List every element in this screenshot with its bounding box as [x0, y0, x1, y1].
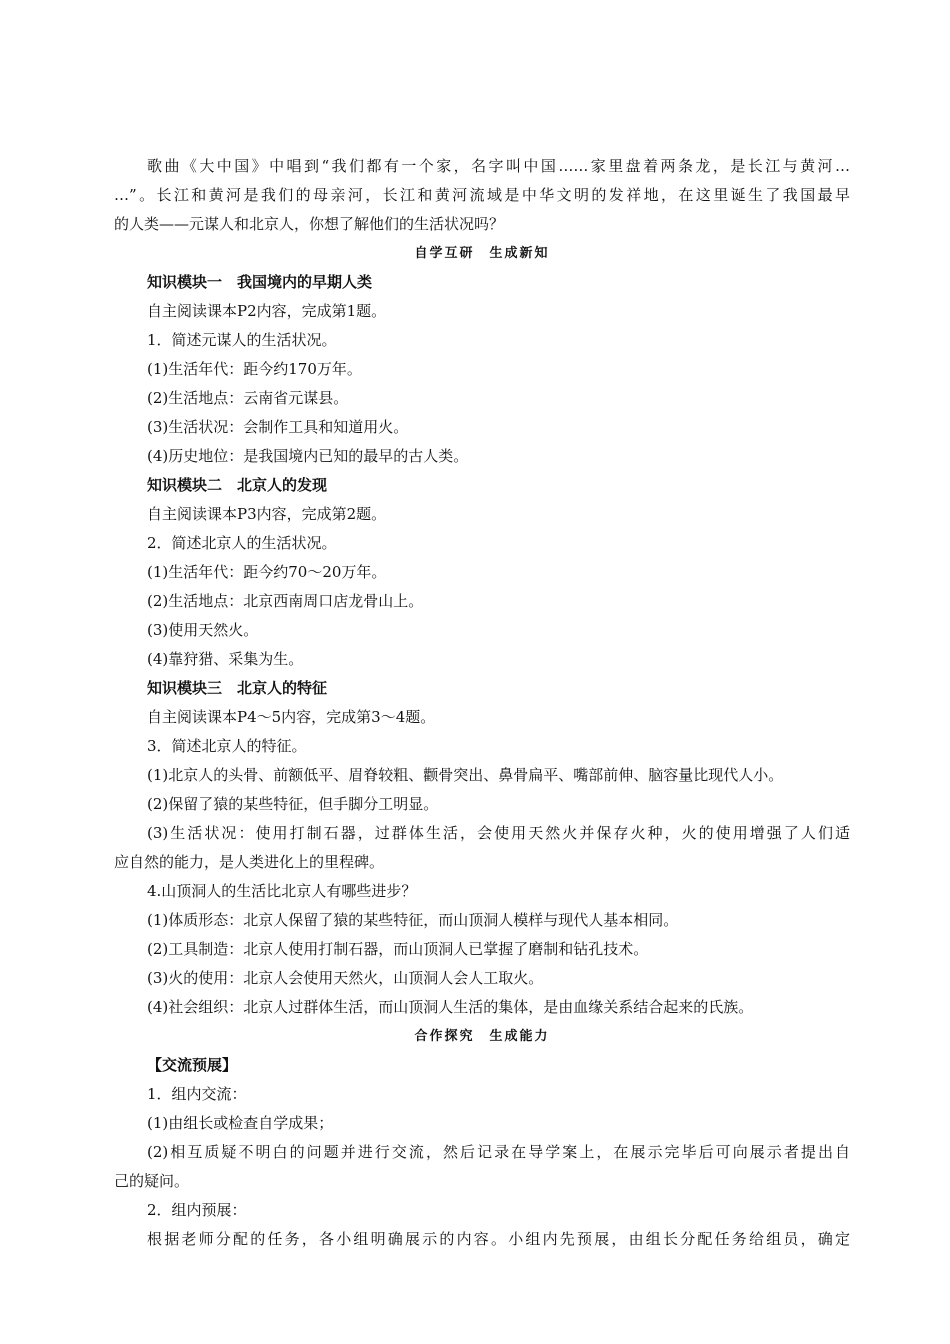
intro-line-2: …”。长江和黄河是我们的母亲河，长江和黄河流域是中华文明的发祥地，在这里诞生了我国最早	[114, 186, 850, 204]
intro-line-3: 的人类——元谋人和北京人，你想了解他们的生活状况吗？	[114, 215, 505, 233]
list-item: (4)靠狩猎、采集为生。	[147, 650, 304, 668]
list-item: (1)生活年代：距今约70～20万年。	[147, 563, 387, 581]
intro-line-1: 歌曲《大中国》中唱到“我们都有一个家，名字叫中国……家里盘着两条龙，是长江与黄河…	[147, 157, 850, 175]
question-2: 2．简述北京人的生活状况。	[147, 534, 337, 552]
question-4: 4.山顶洞人的生活比北京人有哪些进步？	[147, 882, 417, 900]
section-heading-self-study: 自学互研 生成新知	[414, 246, 550, 261]
question-1: 1．简述元谋人的生活状况。	[147, 331, 337, 349]
list-item: (3)使用天然火。	[147, 621, 259, 639]
list-item: (2)保留了猿的某些特征，但手脚分工明显。	[147, 795, 439, 813]
exchange-point-2: 2．组内预展：	[147, 1201, 247, 1219]
module-3-instruction: 自主阅读课本P4～5内容，完成第3～4题。	[147, 708, 436, 726]
list-item: (2)生活地点：北京西南周口店龙骨山上。	[147, 592, 424, 610]
list-item-continued: 己的疑问。	[114, 1172, 190, 1190]
module-1-instruction: 自主阅读课本P2内容，完成第1题。	[147, 302, 387, 320]
list-item: (2)工具制造：北京人使用打制石器，而山顶洞人已掌握了磨制和钻孔技术。	[147, 940, 649, 958]
list-item: (2)相互质疑不明白的问题并进行交流，然后记录在导学案上，在展示完毕后可向展示者提出自	[147, 1143, 850, 1161]
list-item: (2)生活地点：云南省元谋县。	[147, 389, 349, 407]
exchange-title: 【交流预展】	[147, 1056, 238, 1074]
list-item: (4)社会组织：北京人过群体生活，而山顶洞人生活的集体，是由血缘关系结合起来的氏族。	[147, 998, 754, 1016]
module-2-title: 知识模块二 北京人的发现	[147, 476, 328, 494]
document-page	[114, 152, 850, 1254]
list-item: (1)体质形态：北京人保留了猿的某些特征，而山顶洞人模样与现代人基本相同。	[147, 911, 679, 929]
list-item: (3)生活状况：使用打制石器，过群体生活，会使用天然火并保存火种，火的使用增强了人们适	[147, 824, 850, 842]
list-item-continued: 应自然的能力，是人类进化上的里程碑。	[114, 853, 385, 871]
list-item: (4)历史地位：是我国境内已知的最早的古人类。	[147, 447, 469, 465]
list-item: (3)生活状况：会制作工具和知道用火。	[147, 418, 409, 436]
list-item: (3)火的使用：北京人会使用天然火，山顶洞人会人工取火。	[147, 969, 544, 987]
list-item: (1)由组长或检查自学成果；	[147, 1114, 334, 1132]
module-3-title: 知识模块三 北京人的特征	[147, 679, 328, 697]
list-item: (1)北京人的头骨、前额低平、眉脊较粗、颧骨突出、鼻骨扁平、嘴部前伸、脑容量比现代人小。	[147, 766, 784, 784]
module-2-instruction: 自主阅读课本P3内容，完成第2题。	[147, 505, 387, 523]
question-3: 3．简述北京人的特征。	[147, 737, 307, 755]
module-1-title: 知识模块一 我国境内的早期人类	[147, 273, 373, 291]
exchange-point-1: 1．组内交流：	[147, 1085, 247, 1103]
exchange-point-2-text: 根据老师分配的任务，各小组明确展示的内容。小组内先预展，由组长分配任务给组员，确定	[147, 1230, 850, 1248]
list-item: (1)生活年代：距今约170万年。	[147, 360, 362, 378]
section-heading-cooperation: 合作探究 生成能力	[414, 1029, 550, 1044]
